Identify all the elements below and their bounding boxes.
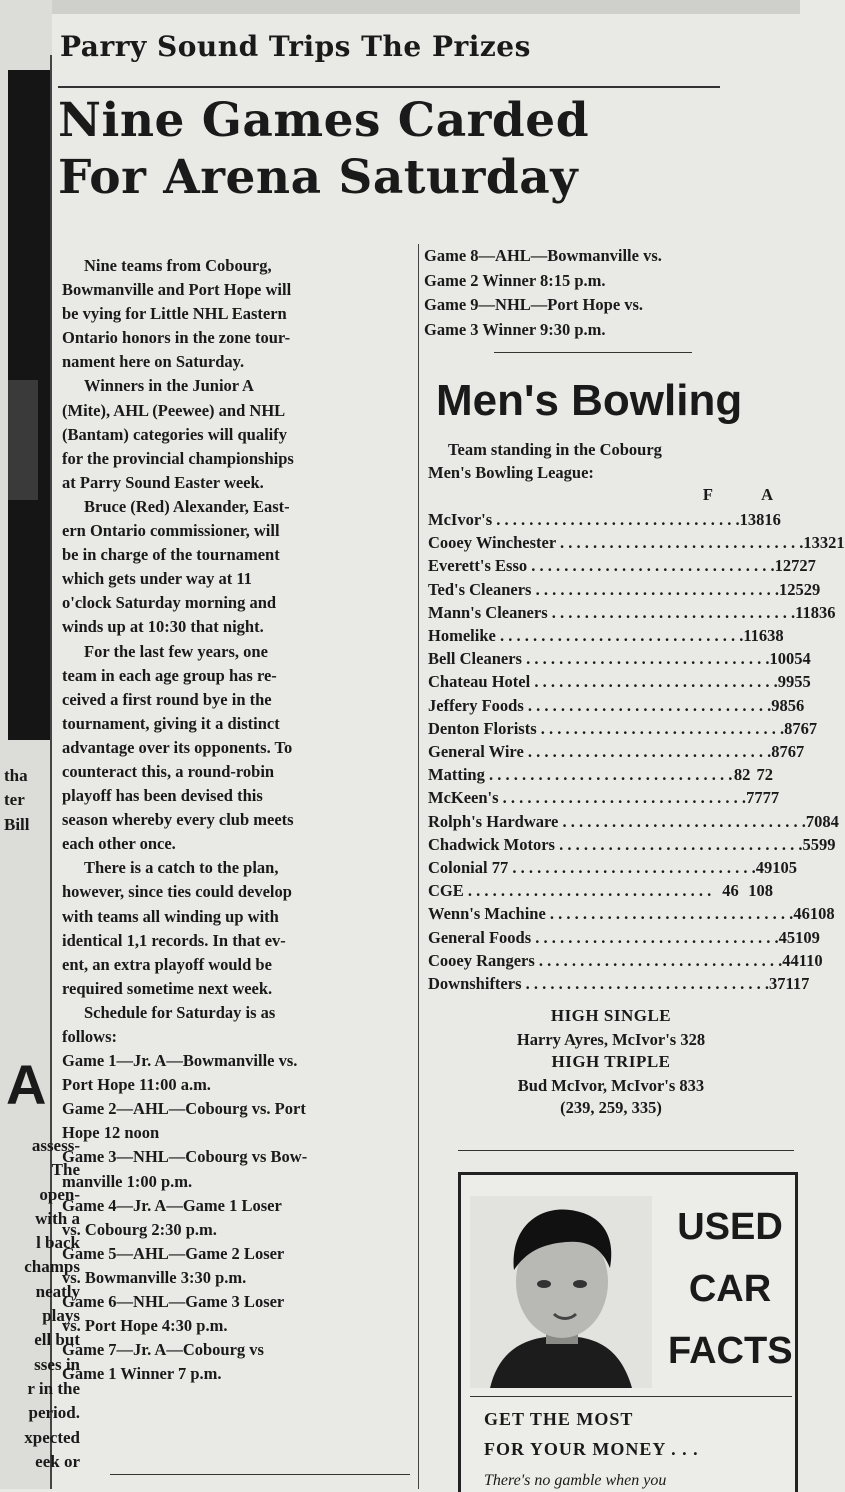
standings-row <box>428 647 811 670</box>
margin-line: ter <box>4 790 25 810</box>
schedule-line: Game 9—NHL—Port Hope vs. <box>424 295 644 314</box>
col-header-f: F <box>702 485 713 504</box>
team-name: Mann's Cleaners . . . . . . . . . . . . . . . . . . . . . . . . . . . . . . <box>428 602 796 622</box>
score-for: 87 <box>771 742 788 762</box>
score-against: 84 <box>822 811 839 831</box>
bowling-title: Men's Bowling <box>436 376 743 425</box>
team-name: McIvor's . . . . . . . . . . . . . . . . . . . . . . . . . . . . . . <box>428 510 740 529</box>
article-line: (Mite), AHL (Peewee) and NHL <box>62 400 286 420</box>
standings-row <box>428 578 821 601</box>
article-line: nament here on Saturday. <box>62 352 245 372</box>
bowling-intro <box>428 438 778 484</box>
score-for: 70 <box>805 811 823 831</box>
team-name: CGE . . . . . . . . . . . . . . . . . . . . . . . . . . . . . . <box>428 881 712 901</box>
article-line: vs. Bowmanville 3:30 p.m. <box>62 1267 247 1287</box>
standings-row <box>428 949 823 972</box>
article-body <box>62 254 422 1386</box>
team-name: Colonial 77 . . . . . . . . . . . . . . . . . . . . . . . . . . . . . . <box>428 858 756 878</box>
margin-line: tha <box>4 766 28 785</box>
standings-row <box>428 601 836 624</box>
score-for: 44 <box>782 950 799 970</box>
article-line: vs. Port Hope 4:30 p.m. <box>62 1316 228 1336</box>
margin-line: neatly <box>35 1281 80 1301</box>
bowling-standings-table <box>428 482 845 995</box>
score-against: 29 <box>803 579 821 599</box>
score-against: 108 <box>809 904 835 924</box>
score-against: 16 <box>764 510 781 529</box>
article-line: Game 1 Winner 7 p.m. <box>62 1364 222 1384</box>
score-for: 87 <box>784 718 801 738</box>
main-headline-line: Nine Games Carded <box>58 93 590 148</box>
ad-top-rule <box>458 1150 794 1151</box>
article-line: advantage over its opponents. To <box>62 737 293 757</box>
standings-row <box>428 902 835 925</box>
article-end-rule <box>110 1474 410 1475</box>
article-line: Game 1—Jr. A—Bowmanville vs. <box>62 1051 298 1071</box>
score-against: 54 <box>794 649 811 669</box>
team-name: Homelike . . . . . . . . . . . . . . . . . . . . . . . . . . . . . . <box>428 626 744 646</box>
schedule-line: Game 2 Winner 8:15 p.m. <box>424 270 606 290</box>
score-for: 133 <box>803 533 829 553</box>
article-line: follows: <box>62 1027 117 1046</box>
score-against: 105 <box>772 858 797 878</box>
score-against: 72 <box>756 765 773 785</box>
headline-underline <box>58 86 720 88</box>
high-single-value: Harry Ayres, McIvor's 328 <box>516 1030 706 1049</box>
team-name: Cooey Rangers . . . . . . . . . . . . . . . . . . . . . . . . . . . . . . <box>428 950 783 970</box>
ad-inner-rule <box>470 1396 792 1397</box>
standings-row <box>428 717 818 740</box>
article-line: each other once. <box>62 834 176 854</box>
score-against: 117 <box>785 974 810 994</box>
standings-row <box>428 810 839 833</box>
article-line: winds up at 10:30 that night. <box>62 617 264 637</box>
score-for: 55 <box>802 834 819 854</box>
margin-line: eek or <box>35 1451 80 1471</box>
margin-big-letter: A <box>6 1053 47 1116</box>
ad-title-line: FACTS <box>668 1330 793 1372</box>
article-line: Bowmanville and Port Hope will <box>62 280 292 300</box>
team-name: Downshifters . . . . . . . . . . . . . . . . . . . . . . . . . . . . . . <box>428 974 769 994</box>
man-portrait-icon <box>470 1196 652 1388</box>
standings-rows <box>428 508 845 995</box>
standings-row <box>428 740 805 763</box>
standings-row <box>428 624 784 647</box>
margin-line: Bill <box>4 814 30 834</box>
ad-title <box>668 1196 792 1382</box>
article-line: vs. Cobourg 2:30 p.m. <box>62 1219 217 1239</box>
score-for: 45 <box>778 927 796 947</box>
article-line: Ontario honors in the zone tour- <box>62 328 291 348</box>
article-line: Game 4—Jr. A—Game 1 Loser <box>62 1195 282 1215</box>
standings-header-row <box>428 482 773 508</box>
article-line: Bruce (Red) Alexander, East- <box>84 496 290 516</box>
score-against: 67 <box>787 742 805 762</box>
margin-line: with a <box>35 1208 80 1228</box>
margin-line: sses in <box>34 1354 80 1374</box>
team-name: Rolph's Hardware . . . . . . . . . . . . . . . . . . . . . . . . . . . . . . <box>428 811 806 831</box>
margin-line: assess- <box>31 1136 80 1155</box>
team-name: Cooey Winchester . . . . . . . . . . . . . . . . . . . . . . . . . . . . . . <box>428 533 804 553</box>
standings-row <box>428 786 780 809</box>
page-top-edge <box>0 0 800 14</box>
score-for: 116 <box>743 626 768 646</box>
article-line: There is a catch to the plan, <box>84 858 279 878</box>
team-name: Jeffery Foods . . . . . . . . . . . . . . . . . . . . . . . . . . . . . . <box>428 695 772 715</box>
article-line: (Bantam) categories will qualify <box>62 424 288 444</box>
score-against: 108 <box>748 881 773 901</box>
article-line: Game 2—AHL—Cobourg vs. Port <box>62 1099 306 1119</box>
score-for: 46 <box>793 904 810 924</box>
score-for: 46 <box>722 881 739 901</box>
score-for: 118 <box>795 602 819 622</box>
article-line: Game 6—NHL—Game 3 Loser <box>62 1292 285 1312</box>
team-name: Chadwick Motors . . . . . . . . . . . . . . . . . . . . . . . . . . . . . . <box>428 834 803 854</box>
score-for: 138 <box>739 510 765 529</box>
article-line: team in each age group has re- <box>62 665 277 685</box>
article-line: Nine teams from Cobourg, <box>84 256 272 275</box>
standings-row <box>428 879 773 902</box>
score-against: 99 <box>818 834 836 854</box>
score-against: 36 <box>818 602 836 622</box>
bowling-highlights <box>446 1006 776 1118</box>
team-name: Wenn's Machine . . . . . . . . . . . . . . . . . . . . . . . . . . . . . . <box>428 904 794 924</box>
schedule-line: Game 3 Winner 9:30 p.m. <box>424 319 606 339</box>
article-line: season whereby every club meets <box>62 810 294 830</box>
ad-sub-line: GET THE MOST <box>484 1409 634 1429</box>
col-header-a: A <box>761 485 773 504</box>
article-line: with teams all winding up with <box>62 906 279 926</box>
standings-row <box>428 833 836 856</box>
article-line: identical 1,1 records. In that ev- <box>62 930 286 950</box>
margin-line: open- <box>39 1184 80 1204</box>
ad-title-line: CAR <box>688 1268 772 1310</box>
score-for: 98 <box>771 695 788 715</box>
high-triple-detail: (239, 259, 335) <box>560 1098 662 1117</box>
article-line: for the provincial championships <box>62 448 294 468</box>
article-line: Schedule for Saturday is as <box>84 1002 276 1022</box>
score-for: 77 <box>746 788 763 808</box>
score-for: 100 <box>769 649 795 669</box>
standings-row <box>428 531 845 554</box>
article-line: required sometime next week. <box>62 978 273 998</box>
article-line: ceived a first round bye in the <box>62 689 272 709</box>
team-name: McKeen's . . . . . . . . . . . . . . . . . . . . . . . . . . . . . . <box>428 788 747 808</box>
score-against: 77 <box>762 788 780 808</box>
article-line: Game 7—Jr. A—Cobourg vs <box>62 1340 264 1360</box>
article-line: tournament, giving it a distinct <box>62 713 280 733</box>
article-line: however, since ties could develop <box>62 882 292 902</box>
ad-teaser: There's no gamble when you <box>484 1472 667 1489</box>
article-line: o'clock Saturday morning and <box>62 593 277 613</box>
standings-row <box>428 926 820 949</box>
team-name: Chateau Hotel . . . . . . . . . . . . . . . . . . . . . . . . . . . . . . <box>428 672 778 692</box>
score-for: 99 <box>777 672 795 692</box>
article-line: Game 5—AHL—Game 2 Loser <box>62 1243 285 1263</box>
main-headline-line: For Arena Saturday <box>58 150 579 205</box>
margin-line: ell but <box>34 1330 80 1350</box>
main-headline <box>58 92 758 206</box>
ad-sub-line: FOR YOUR MONEY . . . <box>484 1439 699 1459</box>
kicker-headline: Parry Sound Trips The Prizes <box>60 30 531 63</box>
score-for: 127 <box>774 556 800 576</box>
standings-row <box>428 972 810 995</box>
article-line: be vying for Little NHL Eastern <box>62 304 287 324</box>
schedule-continuation <box>424 244 774 342</box>
standings-row <box>428 554 816 577</box>
margin-fragment-top <box>4 764 30 837</box>
score-for: 125 <box>778 579 804 599</box>
article-line: counteract this, a round-robin <box>62 761 275 781</box>
standings-row <box>428 763 773 786</box>
article-line: For the last few years, one <box>84 641 268 661</box>
bowling-intro-line: Team standing in the Cobourg <box>448 440 662 459</box>
team-name: Matting . . . . . . . . . . . . . . . . . . . . . . . . . . . . . . <box>428 765 733 785</box>
margin-line: xpected <box>24 1427 80 1447</box>
ad-portrait <box>470 1196 652 1388</box>
article-line: which gets under way at 11 <box>62 569 252 589</box>
standings-row <box>428 856 797 879</box>
margin-line: The <box>51 1160 80 1180</box>
article-line: Game 3—NHL—Cobourg vs Bow- <box>62 1147 308 1167</box>
team-name: Denton Florists . . . . . . . . . . . . . . . . . . . . . . . . . . . . . . <box>428 718 785 738</box>
article-line: Hope 12 noon <box>62 1123 160 1143</box>
score-for: 82 <box>733 765 751 785</box>
high-single-label: HIGH SINGLE <box>550 1006 672 1025</box>
team-name: General Foods . . . . . . . . . . . . . . . . . . . . . . . . . . . . . . <box>428 927 779 947</box>
schedule-divider <box>494 352 692 353</box>
score-against: 110 <box>798 950 823 970</box>
article-line: ent, an extra playoff would be <box>62 954 272 974</box>
score-against: 56 <box>787 695 805 715</box>
ad-title-line: USED <box>677 1206 783 1248</box>
article-line: playoff has been devised this <box>62 786 263 806</box>
score-against: 38 <box>767 626 784 646</box>
margin-line: period. <box>28 1403 80 1423</box>
standings-row <box>428 670 811 693</box>
score-against: 109 <box>795 927 820 947</box>
team-name: Everett's Esso . . . . . . . . . . . . . . . . . . . . . . . . . . . . . . <box>428 556 775 576</box>
team-name: General Wire . . . . . . . . . . . . . . . . . . . . . . . . . . . . . . <box>428 742 772 762</box>
margin-line: r in the <box>27 1378 80 1398</box>
high-triple-value: Bud McIvor, McIvor's 833 <box>517 1076 705 1095</box>
schedule-line: Game 8—AHL—Bowmanville vs. <box>424 246 662 265</box>
score-against: 67 <box>800 718 818 738</box>
standings-row <box>428 508 781 531</box>
article-line: manville 1:00 p.m. <box>62 1171 193 1191</box>
score-against: 21 <box>828 533 845 553</box>
score-against: 55 <box>794 672 811 692</box>
article-line: be in charge of the tournament <box>62 545 280 565</box>
left-photo-shadow <box>8 380 38 500</box>
bowling-intro-line: Men's Bowling League: <box>428 463 594 482</box>
ad-subtitle <box>484 1404 699 1464</box>
team-name: Ted's Cleaners . . . . . . . . . . . . . . . . . . . . . . . . . . . . . . <box>428 579 779 599</box>
margin-line: plays <box>42 1306 80 1326</box>
article-line: at Parry Sound Easter week. <box>62 472 264 492</box>
high-triple-label: HIGH TRIPLE <box>551 1052 671 1071</box>
article-line: Winners in the Junior A <box>84 376 254 396</box>
margin-line: l back <box>36 1233 80 1253</box>
team-name: Bell Cleaners . . . . . . . . . . . . . . . . . . . . . . . . . . . . . . <box>428 649 770 669</box>
score-for: 37 <box>769 974 786 994</box>
standings-row <box>428 694 805 717</box>
score-for: 49 <box>755 858 773 878</box>
margin-line: champs <box>24 1257 80 1277</box>
article-line: ern Ontario commissioner, will <box>62 521 280 541</box>
article-line: Port Hope 11:00 a.m. <box>62 1075 211 1095</box>
score-against: 27 <box>799 556 816 576</box>
